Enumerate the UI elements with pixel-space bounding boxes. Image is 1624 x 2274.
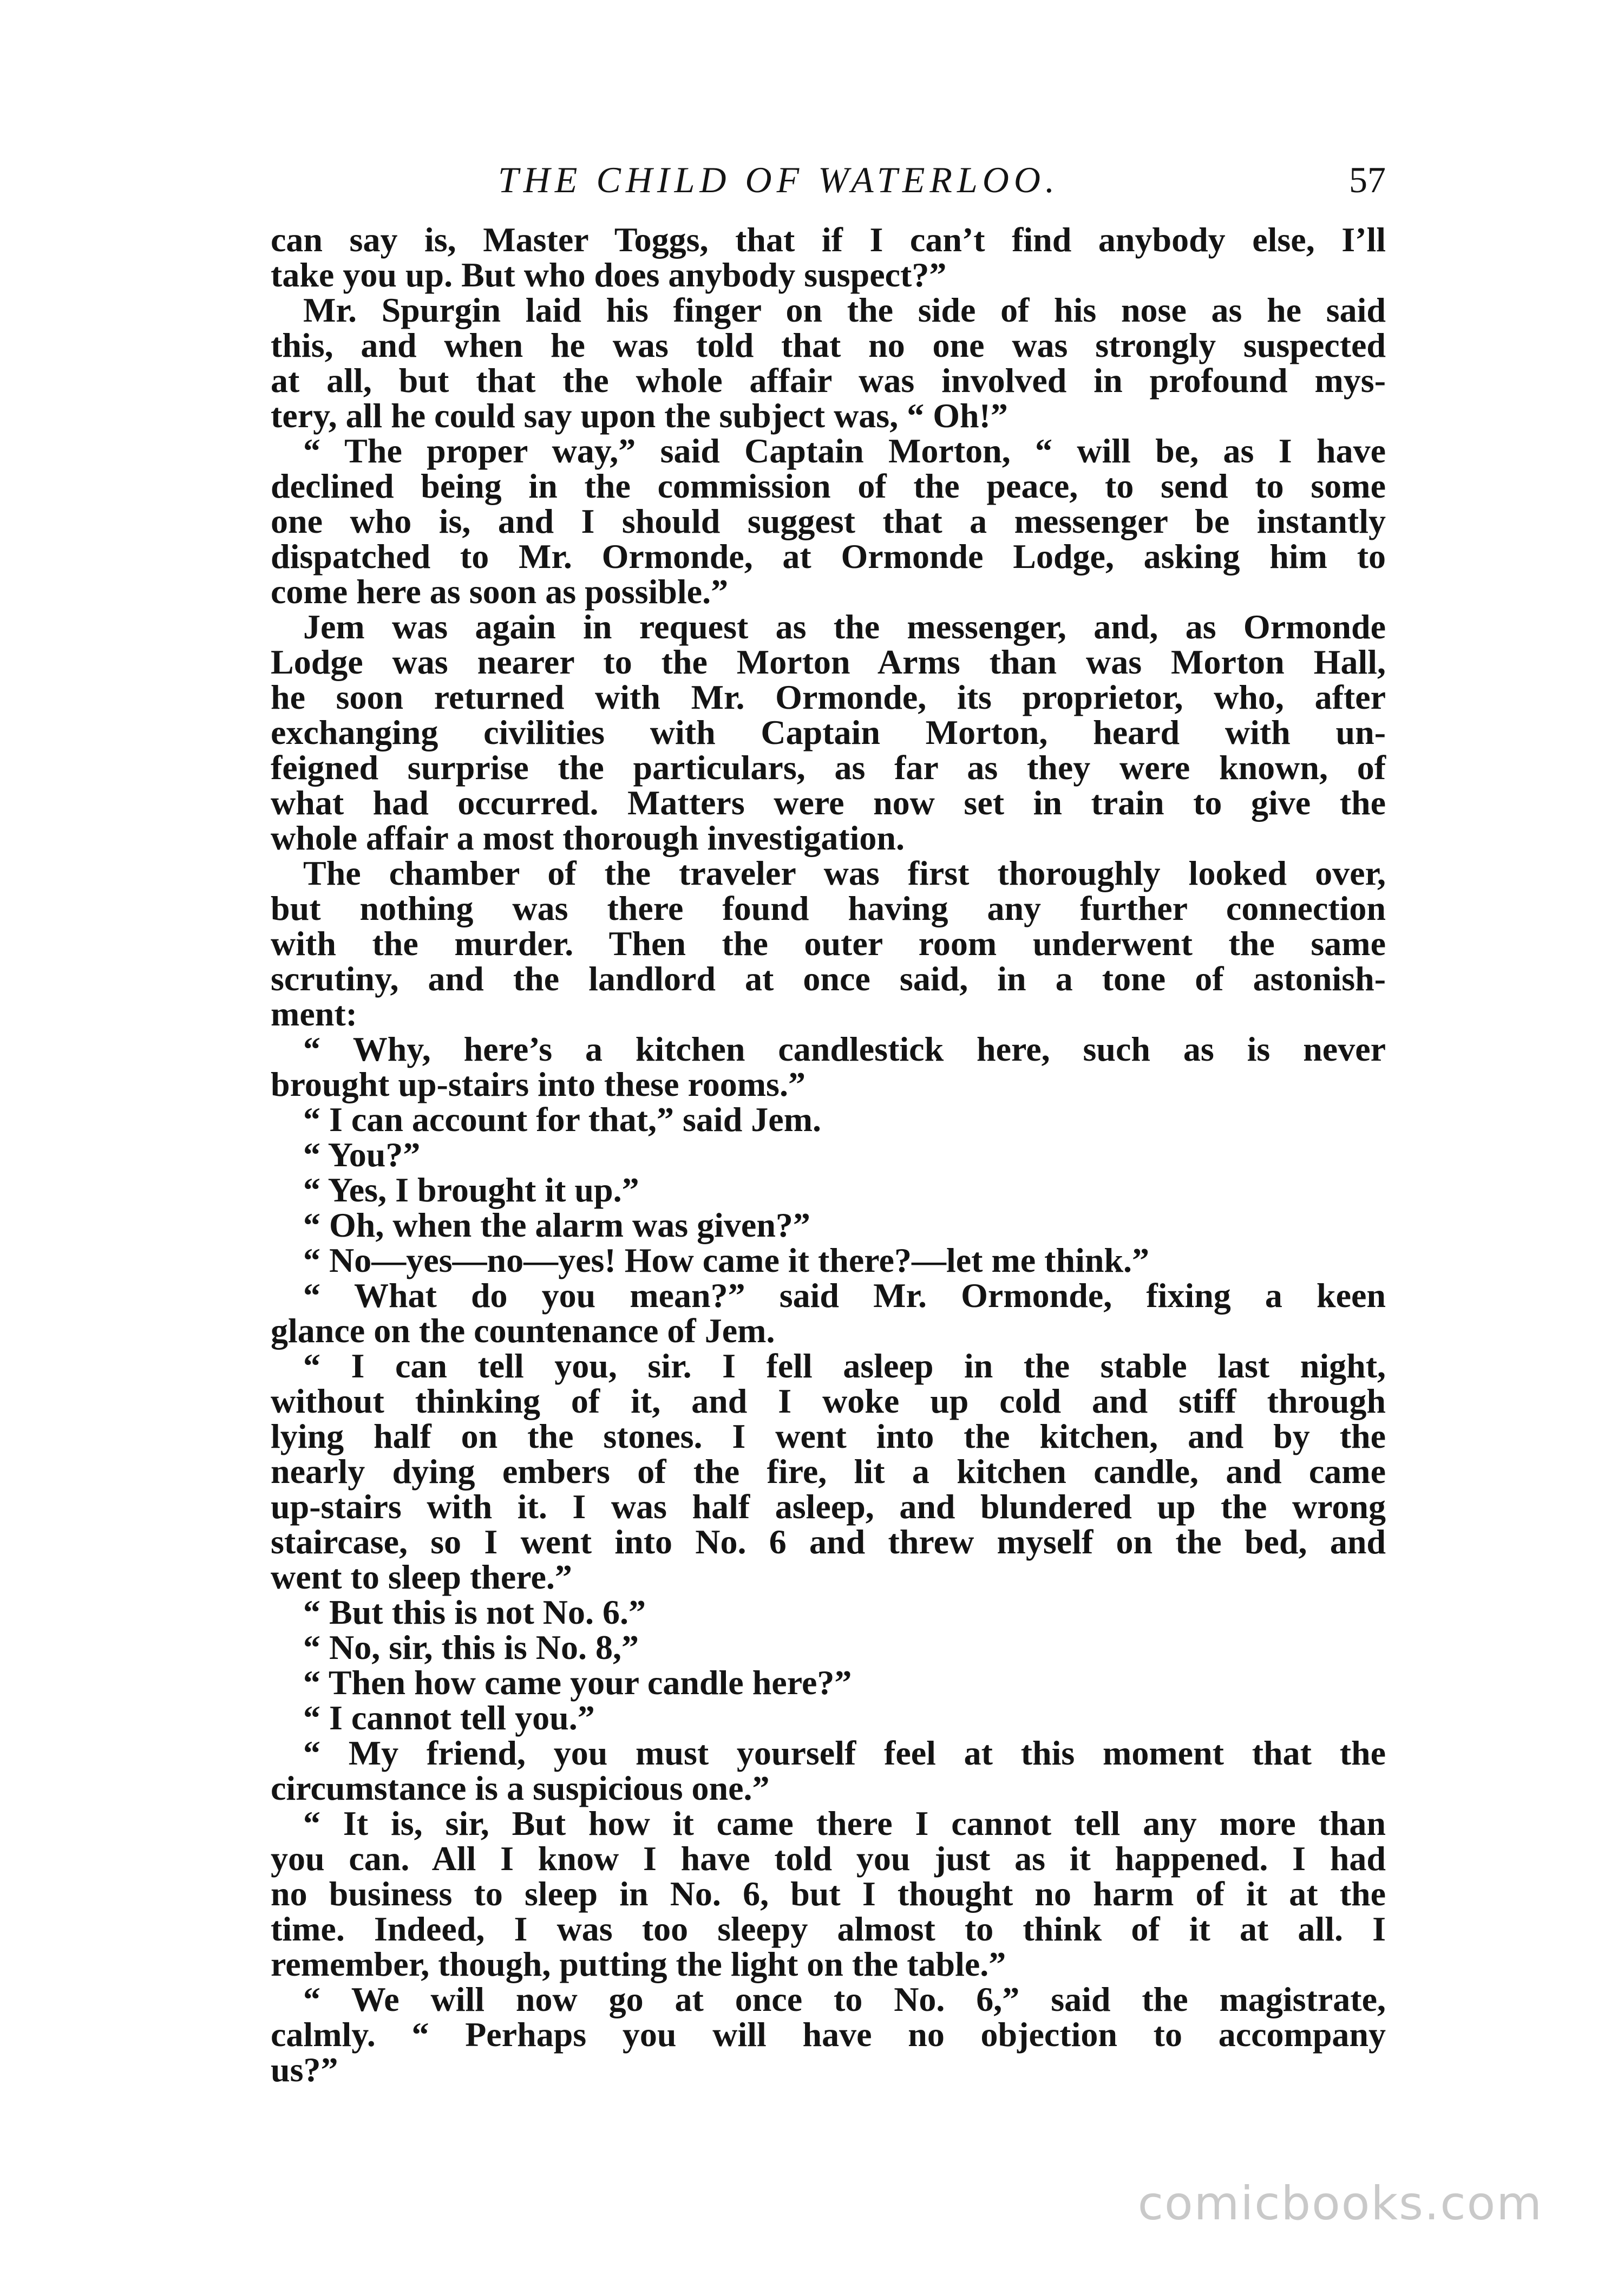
text-line: ment:: [271, 995, 357, 1033]
text-line: “ I can tell you, sir. I fell asleep in the stable last night,: [303, 1347, 1386, 1385]
text-line: what had occurred. Matters were now set in train to give the: [271, 783, 1386, 822]
running-title: THE CHILD OF WATERLOO.: [498, 159, 1059, 200]
text-line: “ No, sir, this is No. 8,”: [303, 1628, 639, 1667]
text-line: take you up. But who does anybody suspect?”: [271, 256, 947, 294]
page-header: [271, 153, 1386, 207]
text-line: Jem was again in request as the messenger, and, as Ormonde: [303, 607, 1386, 646]
text-line: The chamber of the traveler was first thoroughly looked over,: [303, 854, 1386, 892]
text-line: “ Why, here’s a kitchen candlestick here, such as is never: [303, 1030, 1386, 1068]
text-line: “ The proper way,” said Captain Morton, “ will be, as I have: [303, 432, 1386, 470]
text-line: remember, though, putting the light on the table.”: [271, 1945, 1006, 1983]
text-line: staircase, so I went into No. 6 and threw myself on the bed, and: [271, 1522, 1386, 1561]
text-line: “ I cannot tell you.”: [303, 1698, 595, 1737]
text-line: “ Oh, when the alarm was given?”: [303, 1206, 810, 1244]
text-line: dispatched to Mr. Ormonde, at Ormonde Lodge, asking him to: [271, 537, 1386, 576]
text-line: you can. All I know I have told you just as it happened. I had: [271, 1839, 1386, 1878]
text-line: one who is, and I should suggest that a messenger be instantly: [271, 502, 1386, 540]
text-line: circumstance is a suspicious one.”: [271, 1769, 770, 1807]
page-number: 57: [1349, 159, 1386, 200]
text-line: “ We will now go at once to No. 6,” said the magistrate,: [303, 1980, 1386, 2018]
text-line: scrutiny, and the landlord at once said, in a tone of astonish-: [271, 959, 1386, 998]
text-line: come here as soon as possible.”: [271, 572, 729, 611]
text-line: “ No—yes—no—yes! How came it there?—let me think.”: [303, 1241, 1150, 1279]
text-line: lying half on the stones. I went into the kitchen, and by the: [271, 1417, 1386, 1455]
text-line: whole affair a most thorough investigation.: [271, 819, 905, 857]
text-line: “ What do you mean?” said Mr. Ormonde, fixing a keen: [303, 1276, 1386, 1315]
text-line: at all, but that the whole affair was involved in profound mys-: [271, 361, 1386, 400]
text-line: feigned surprise the particulars, as far as they were known, of: [271, 748, 1386, 787]
text-line: declined being in the commission of the peace, to send to some: [271, 467, 1386, 505]
text-line: up-stairs with it. I was half asleep, and blundered up the wrong: [271, 1487, 1386, 1526]
text-line: without thinking of it, and I woke up cold and stiff through: [271, 1382, 1386, 1420]
text-line: “ My friend, you must yourself feel at this moment that the: [303, 1734, 1386, 1772]
text-line: “ I can account for that,” said Jem.: [303, 1100, 821, 1139]
text-line: calmly. “ Perhaps you will have no objection to accompany: [271, 2015, 1386, 2054]
text-line: can say is, Master Toggs, that if I can’t find anybody else, I’ll: [271, 220, 1386, 259]
text-line: tery, all he could say upon the subject was, “ Oh!”: [271, 396, 1008, 435]
text-line: with the murder. Then the outer room underwent the same: [271, 924, 1386, 963]
text-line: exchanging civilities with Captain Morton, heard with un-: [271, 713, 1386, 752]
text-line: Mr. Spurgin laid his finger on the side of his nose as he said: [303, 291, 1386, 329]
text-line: but nothing was there found having any further connection: [271, 889, 1386, 927]
body-text: [271, 222, 1386, 2087]
text-line: brought up-stairs into these rooms.”: [271, 1065, 806, 1103]
text-line: “ It is, sir, But how it came there I cannot tell any more than: [303, 1804, 1386, 1842]
text-line: no business to sleep in No. 6, but I thought no harm of it at the: [271, 1874, 1386, 1913]
text-line: time. Indeed, I was too sleepy almost to think of it at all. I: [271, 1910, 1386, 1948]
text-line: “ Yes, I brought it up.”: [303, 1171, 639, 1209]
text-line: he soon returned with Mr. Ormonde, its proprietor, who, after: [271, 678, 1386, 716]
text-line: “ But this is not No. 6.”: [303, 1593, 646, 1631]
text-line: us?”: [271, 2050, 338, 2089]
text-line: nearly dying embers of the fire, lit a kitchen candle, and came: [271, 1452, 1386, 1491]
text-line: this, and when he was told that no one was strongly suspected: [271, 326, 1386, 364]
text-line: Lodge was nearer to the Morton Arms than was Morton Hall,: [271, 643, 1386, 681]
watermark: comicbooks.com: [1137, 2177, 1543, 2231]
text-line: went to sleep there.”: [271, 1558, 572, 1596]
text-line: “ Then how came your candle here?”: [303, 1663, 852, 1702]
text-line: “ You?”: [303, 1135, 421, 1174]
text-line: glance on the countenance of Jem.: [271, 1311, 775, 1350]
